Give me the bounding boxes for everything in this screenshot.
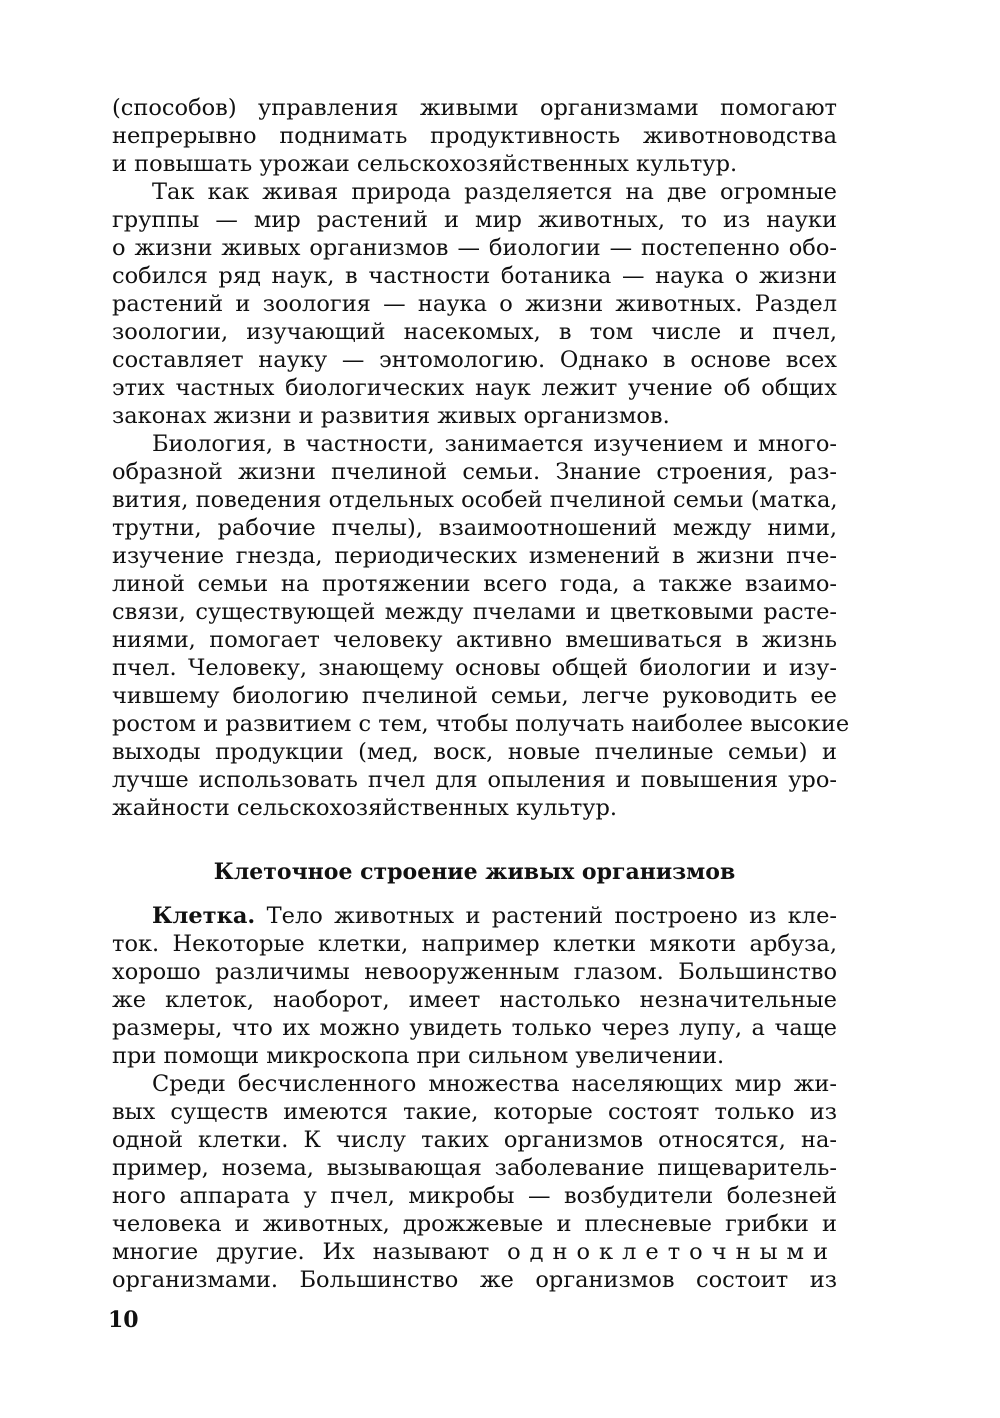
text-line: (способов) управления живыми организмами помогают xyxy=(112,95,837,121)
text-line: собился ряд наук, в частности ботаника — наука о жизни xyxy=(112,263,837,289)
section-heading: Клеточное строение живых организмов xyxy=(213,859,736,885)
text-line: этих частных биологических наук лежит учение об общих xyxy=(112,375,837,401)
text-line: пчел. Человеку, знающему основы общей биологии и изу- xyxy=(112,655,837,681)
emphasized-term: одноклеточными xyxy=(507,1239,837,1265)
text-line: Так как живая природа разделяется на две огромные xyxy=(152,179,837,205)
text-line: же клеток, наоборот, имеет настолько незначительные xyxy=(112,987,837,1013)
text-line: о жизни живых организмов — биологии — постепенно обо- xyxy=(112,235,837,261)
text-line: пример, нозема, вызывающая заболевание пищеваритель- xyxy=(112,1155,837,1181)
text-line: группы — мир растений и мир животных, то из науки xyxy=(112,207,837,233)
text-run: Тело животных и растений построено из кле- xyxy=(266,903,838,929)
text-line: организмами. Большинство же организмов состоит из xyxy=(112,1267,837,1293)
text-line xyxy=(152,902,837,931)
text-line: вития, поведения отдельных особей пчелиной семьи (матка, xyxy=(112,487,838,513)
page-number: 10 xyxy=(108,1307,139,1333)
text-line: выходы продукции (мед, воск, новые пчелиные семьи) и xyxy=(112,739,837,765)
text-line: при помощи микроскопа при сильном увеличении. xyxy=(112,1043,725,1069)
text-line: ниями, помогает человеку активно вмешиваться в жизнь xyxy=(112,627,837,653)
text-line: зоологии, изучающий насекомых, в том числе и пчел, xyxy=(112,319,837,345)
run-in-heading: Клетка. xyxy=(152,903,256,929)
text-line: линой семьи на протяжении всего года, а также взаимо- xyxy=(112,571,837,597)
text-run: многие другие. Их называют xyxy=(112,1239,490,1265)
text-line: вых существ имеются такие, которые состоят только из xyxy=(112,1099,837,1125)
text-line: чившему биологию пчелиной семьи, легче руководить ее xyxy=(112,683,837,709)
text-line: образной жизни пчелиной семьи. Знание строения, раз- xyxy=(112,459,837,485)
text-line: жайности сельскохозяйственных культур. xyxy=(112,795,618,821)
text-line: ток. Некоторые клетки, например клетки мякоти арбуза, xyxy=(112,931,837,957)
text-line: составляет науку — энтомологию. Однако в основе всех xyxy=(112,347,837,373)
text-line: связи, существующей между пчелами и цветковыми расте- xyxy=(112,599,837,625)
text-line: законах жизни и развития живых организмов. xyxy=(112,403,670,429)
text-line: Среди бесчисленного множества населяющих мир жи- xyxy=(152,1071,837,1097)
text-line: человека и животных, дрожжевые и плесневые грибки и xyxy=(112,1211,837,1237)
text-line: одной клетки. К числу таких организмов относятся, на- xyxy=(112,1127,837,1153)
text-line xyxy=(112,1238,837,1267)
text-line: растений и зоология — наука о жизни животных. Раздел xyxy=(112,291,837,317)
text-line: размеры, что их можно увидеть только через лупу, а чаще xyxy=(112,1015,837,1041)
text-line: непрерывно поднимать продуктивность животноводства xyxy=(112,123,837,149)
text-line: изучение гнезда, периодических изменений в жизни пче- xyxy=(112,543,837,569)
text-line: и повышать урожаи сельскохозяйственных культур. xyxy=(112,151,738,177)
text-line: трутни, рабочие пчелы), взаимоотношений между ними, xyxy=(112,515,837,541)
text-line: лучше использовать пчел для опыления и повышения уро- xyxy=(112,767,837,793)
text-line: Биология, в частности, занимается изучением и много- xyxy=(152,431,837,457)
text-line: ростом и развитием с тем, чтобы получать наиболее высокие xyxy=(112,711,850,737)
text-line: ного аппарата у пчел, микробы — возбудители болезней xyxy=(112,1183,837,1209)
text-line: хорошо различимы невооруженным глазом. Большинство xyxy=(112,959,837,985)
